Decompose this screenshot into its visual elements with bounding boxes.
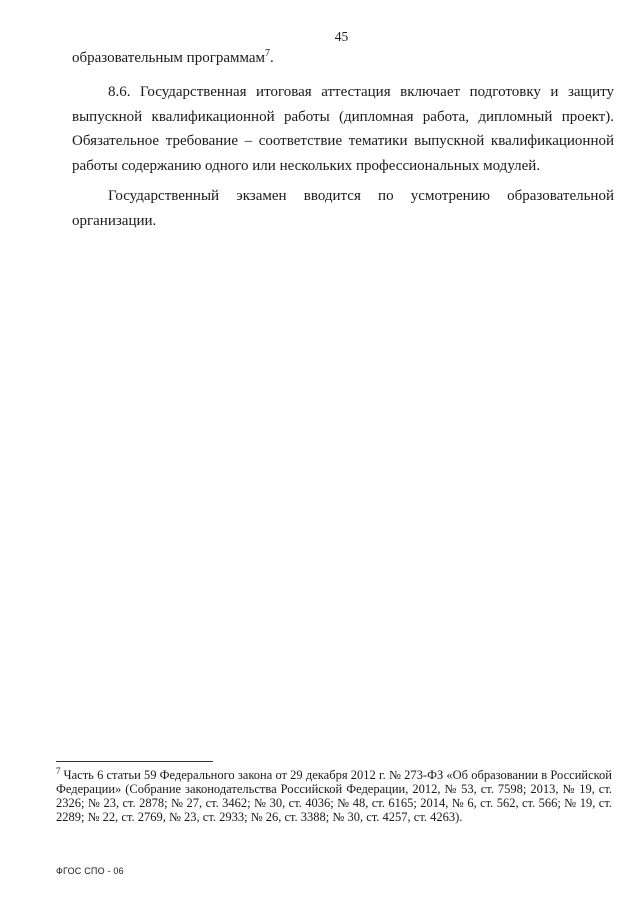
- paragraph-8-6: 8.6. Государственная итоговая аттестация включает подготовку и защиту выпускной квалификационной работы (дипломная работа, дипломный проект). Обязательное требование – соответствие тематики выпускной квалификационной работы содержанию одного или нескольких профессиональных модулей.: [72, 84, 614, 174]
- footnote-reference[interactable]: 7: [265, 48, 271, 59]
- document-footer: ФГОС СПО - 06: [56, 866, 124, 876]
- footnote-mark: 7: [56, 766, 61, 776]
- footnote-separator: [56, 761, 213, 762]
- lead-text: образовательным программам: [72, 50, 266, 66]
- footnote-text: Часть 6 статьи 59 Федерального закона от 29 декабря 2012 г. № 273-ФЗ «Об образовании в Российской Федерации» (Собрание законодательства Российской Федерации, 2012, № 53, ст. 7598; 2013, № 19, ст. 2326; № 23, ст. 2878; № 27, ст. 3462; № 30, ст. 4036; № 48, ст. 6165; 2014, № 6, ст. 562, ст. 566; № 19, ст. 2289; № 22, ст. 2769, № 23, ст. 2933; № 26, ст. 3388; № 30, ст. 4257, ст. 4263).: [56, 768, 612, 824]
- lead-period: .: [270, 50, 274, 66]
- footnote: [56, 768, 612, 824]
- page-number: 45: [334, 29, 349, 44]
- paragraph-state-exam: Государственный экзамен вводится по усмотрению образовательной организации.: [72, 188, 614, 229]
- lead-paragraph: [72, 46, 614, 71]
